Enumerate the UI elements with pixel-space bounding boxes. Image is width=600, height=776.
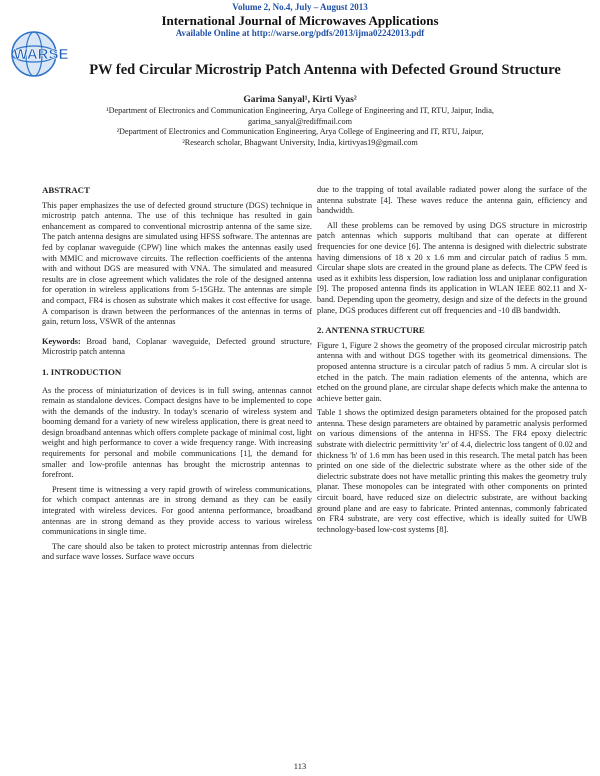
- affiliation-1: ¹Department of Electronics and Communication Engineering, Arya College of Engineering and IT, RTU, Jaipur, India, garima_sanyal@rediffmail.com: [106, 106, 494, 126]
- affiliation-2: ²Department of Electronics and Communication Engineering, Arya College of Engineering and IT, RTU, Jaipur,: [116, 127, 484, 136]
- authors: Garima Sanyal¹, Kirti Vyas²: [243, 95, 357, 105]
- affiliations: [60, 106, 540, 148]
- volume-line: Volume 2, No.4, July – August 2013: [232, 2, 368, 12]
- right-paragraph-1: due to the trapping of total available radiated power along the surface of the antenna substrate [4]. These waves reduce the antenna gain, efficiency and bandwidth.: [317, 185, 587, 216]
- online-link[interactable]: Available Online at http://warse.org/pdfs/2013/ijma02242013.pdf: [175, 28, 425, 38]
- abstract-heading: ABSTRACT: [42, 185, 90, 195]
- intro-paragraph-3: The care should also be taken to protect microstrip antennas from dielectric and surface wave losses. Surface wave occurs: [42, 541, 312, 562]
- page-number: 113: [293, 761, 307, 771]
- keywords-label: Keywords:: [42, 336, 81, 346]
- left-column: [42, 185, 312, 567]
- structure-heading: 2. ANTENNA STRUCTURE: [317, 325, 425, 336]
- logo-text: WARSE: [13, 46, 69, 63]
- keywords-text: Broad band, Coplanar waveguide, Defected ground structure, Microstrip patch antenna: [42, 336, 312, 357]
- paper-title: PW fed Circular Microstrip Patch Antenna with Defected Ground Structure: [89, 62, 561, 78]
- abstract-text: This paper emphasizes the use of defected ground structure (DGS) technique in microstrip patch antenna. The use of this technique has resulted in gain enhancement as compared to conventional microstrip antenna of the same size. The patch antenna designs are simulated using HFSS software. The antennas are fed by coplanar waveguide (CPW) line which makes the antennas easily used with MMIC and microwave circuits. The reflection coefficients of the antenna with and without DGS are measured with VNA. The simulated and measured results are in close agreement which validates the role of the designed antenna for operation in wireless applications from 5-15GHz. The antennas are simple and compact, FR4 is chosen as substrate which makes it cost effective for usage. A comparison is drawn between the performances of the antennas in terms of gain, return loss, VSWR of the antennas: [42, 200, 312, 327]
- intro-paragraph-2: Present time is witnessing a very rapid growth of wireless communications, for which compact antennas are in strong demand as they can be easily integrated with wireless devices. For good antenna performance, broadband antennas are in strong demand as they provide access to various wireless communications in single time.: [42, 484, 312, 537]
- journal-name: International Journal of Microwaves Applications: [161, 13, 439, 28]
- keywords: [42, 337, 312, 358]
- right-paragraph-2: All these problems can be removed by using DGS structure in microstrip patch antennas which supports multiband that can operate at different frequencies for one device [6]. The antenna is designed with dielectric substrate having dimensions of 18 x 20 x 1.6 mm and circular patch of radius 5 mm. Circular shape slots are created in the ground plane as defects. The CPW feed is used as it exhibits less dispersion, low radiation loss and uniplanar configuration [9]. The proposed antenna finds its application in WLAN IEEE 802.11 and X-band. Depending upon the geometry, design and size of the defects in the ground plane, DGS produces different cut off frequencies and -10 dB bandwidth.: [317, 220, 587, 315]
- right-column: [317, 185, 587, 539]
- intro-heading: 1. INTRODUCTION: [42, 366, 122, 377]
- intro-paragraph-1: As the process of miniaturization of devices is in full swing, antennas cannot remain as standalone devices. Compact designs have to be implemented to cope with the demands of the industry. In today's scenario of wireless system and booming demand for a variety of new wireless application, there is great need to design broadband antennas which offers complete package of minimal cost, light weight and high performance to cover a wide frequency range. With increasing requirements for personal and mobile communications [1], the demand for smaller and low-profile antennas has brought the microstrip antennas to forefront.: [42, 385, 312, 480]
- journal-header: [0, 2, 600, 39]
- structure-paragraph-2: Table 1 shows the optimized design parameters obtained for the proposed patch antenna. These design parameters are obtained by parametric analysis performed on various dimensions of the antenna in HFSS. The FR4 epoxy dielectric substrate with dielectric permittivity 'εr' of 4.4, dielectric loss tangent of 0.02 and thickness 'h' of 1.6 mm has been used in this research. The metal patch has been printed on one side of the dielectric substrate where as the other side of the dielectric substrate does not have metallic printing this makes the geometry truly planar. These monopoles can be integrated with other components on printed circuit board, have reduced size on dielectric substrate, are without backing ground plane and are easy to fabricate. Printed antennas, commonly fabricated on FR4 substrate, are very cost effective, which is ideally suited for UWB technology-based low-cost systems [8].: [317, 408, 587, 534]
- affiliation-3: ²Research scholar, Bhagwant University, India, kirtivyas19@gmail.com: [182, 137, 418, 147]
- structure-paragraph-1: Figure 1, Figure 2 shows the geometry of the proposed circular microstrip patch antenna with and without DGS together with its geometrical dimensions. The proposed antenna structure is a circular patch of radius 5 mm. A circular slot is etched in the patch. The main radiation elements of the antenna, which are etched on the ground plane, are circular shape defects which make the antenna to achieve better gain.: [317, 340, 587, 403]
